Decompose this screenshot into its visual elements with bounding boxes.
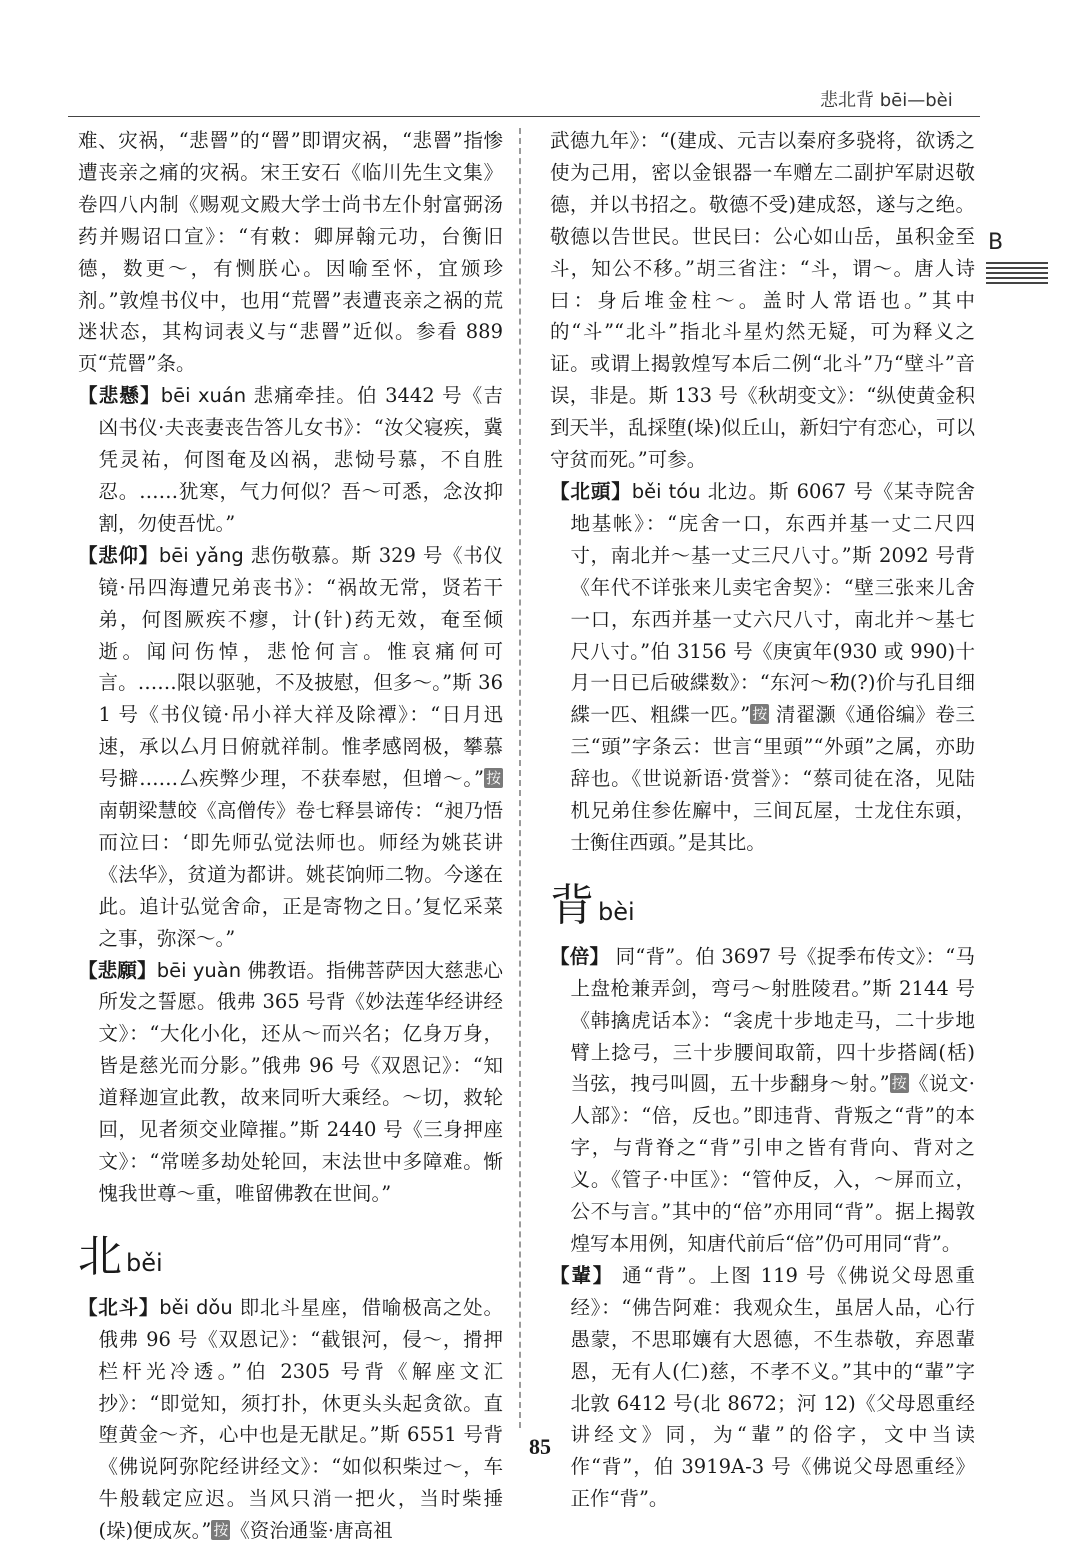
entry-text: 佛教语。指佛菩萨因大慈悲心所发之誓愿。俄弗 365 号背《妙法莲华经讲经文》：“大化小化，还从～而兴名；亿身万身，皆是慈光而分影。”俄弗 96 号《双恩记》：“知道释迦宣此教，故来同听大乘经。～切，救轮回，见者须交业障摧。”斯 2440 号《三身押座文》：“常嗟多劫处轮回，末法世中多障难。惭愧我世尊～重，唯留佛教在世间。” [98,958,503,1205]
entry-text: 北边。斯 6067 号《某寺院舍地基帐》：“庑舍一口，东西并基一丈二尺四寸，南北并～基一丈三尺八寸。”斯 2092 号背《年代不详张来儿卖宅舍契》：“壁三张来儿舍一口，东西并基一丈六尺八寸，南北并～基七尺八寸。”伯 3156 号《庚寅年(930 或 990)十月一日已后破緤数》：“东河～𥝢(?)价与孔目细緤一匹、粗緤一匹。” [570,479,975,727]
entry-text: 悲伤敬慕。斯 329 号《书仪镜·吊四海遭兄弟丧书》：“祸故无常，贤若干弟，何图厥疾不瘳，计(针)药无效，奄至倾逝。闻问伤悼，悲怆何言。惟哀痛何可言。……限以驱驰，不及披慰，但多～。”斯 361 号《书仪镜·吊小祥大祥及除禫》：“日月迅速，承以厶月日俯就祥制。惟孝感罔极，攀慕号擗……厶疾弊少理，不获奉慰，但增～。” [98,543,503,791]
pinyin: bēi xuán [160,384,247,408]
continued-paragraph: 难、灾祸，“悲罾”的“罾”即谓灾祸，“悲罾”指惨遭丧亲之痛的灾祸。宋王安石《临川先生文集》卷四八内制《赐观文殿大学士尚书左仆射富弼汤药并赐诏口宣》：“有敕：卿屏翰元功，台衡旧德，数更～，有恻朕心。因喻至怀，宜颁珍剂。”敦煌书仪中，也用“荒罾”表遭丧亲之祸的荒迷状态，其构词表义与“悲罾”近似。参看 889 页“荒罾”条。 [78,129,503,376]
headword: 【悲願】 [78,958,157,982]
entry-note-text: 南朝梁慧皎《高僧传》卷七释昙谛传：“昶乃悟而泣曰：‘即先师弘觉法师也。师经为姚苌讲《法华》，贫道为都讲。姚苌饷师二物。今遂在此。追计弘觉舍命，正是寄物之日。’复忆采菜之事，弥深～。” [98,799,503,950]
pinyin: bēi yuàn [156,958,242,982]
pinyin: bēi yǎng [158,543,244,567]
section-head-bei3 [78,1232,503,1282]
column-divider [519,128,521,1428]
entry-bei-yuan [78,955,503,1210]
headword: 【北頭】 [550,479,632,503]
pinyin: běi dǒu [159,1295,233,1319]
entry-bei-tou [550,476,975,859]
an-note-marker: 按 [891,1074,907,1093]
an-note-marker: 按 [752,705,768,724]
section-character: 北 [78,1230,122,1282]
entry-bei-yang [78,540,503,955]
thumb-index-letter: B [988,230,1004,255]
thumb-index-lines [986,262,1048,287]
running-head: 悲北背 bēi—bèi [820,90,953,111]
entry-text: 悲痛牵挂。伯 3442 号《吉凶书仪·夫丧妻丧告答儿女书》：“汝父寝疾，冀凭灵祐，何图奄及凶祸，悲恸号慕，不自胜忍。……犹寒，气力何似？吾～可悉，念汝抑割，勿使吾忧。” [98,384,503,535]
headword: 【倍】 [550,944,610,968]
right-column [550,125,975,1515]
pinyin: běi tóu [631,479,701,503]
entry-note-text: 清翟灏《通俗编》卷三三“頭”字条云：世言“里頭”“外頭”之属，亦助辞也。《世说新语·赏誉》：“蔡司徒在洛，见陆机兄弟住参佐廨中，三间瓦屋，士龙住东頭，士衡住西頭。”是其比。 [570,703,975,854]
entry-bei-xuan [78,380,503,540]
entry-text: 通“背”。上图 119 号《佛说父母恩重经》：“佛告阿难：我观众生，虽居人品，心行愚蒙，不思耶孃有大恩德，不生恭敬，弃恩輩恩，无有人(仁)慈，不孝不义。”其中的“輩”字北敦 6412 号(北 8672；河 12)《父母恩重经讲经文》同，为“輩”的俗字，文中当读作“背”，伯 3919A-3 号《佛说父母恩重经》正作“背”。 [570,1263,975,1511]
entry-bei-dou [78,1292,503,1547]
section-pinyin: běi [126,1248,163,1277]
an-note-marker: 按 [213,1521,229,1540]
continued-paragraph: 武德九年》：“(建成、元吉以秦府多骁将，欲诱之使为己用，密以金银器一车赠左二副护军尉迟敬德，并以书招之。敬德不受)建成怒，遂与之绝。敬德以告世民。世民曰：公心如山岳，虽积金至斗，知公不移。”胡三省注：“斗，谓～。唐人诗曰：身后堆金柱～。盖时人常语也。”其中的“斗”“北斗”指北斗星灼然无疑，可为释义之证。或谓上揭敦煌写本后二例“北斗”乃“壁斗”音误，非是。斯 133 号《秋胡变文》：“纵使黄金积到天半，乱採堕(垛)似丘山，新妇宁有恋心，可以守贫而死。”可参。 [550,129,975,472]
entry-bei-pei [550,941,975,1260]
entry-note-text: 《资治通鉴·唐高祖 [230,1519,393,1543]
section-head-bei4 [550,881,975,931]
headword: 【輩】 [550,1263,615,1287]
entry-note-text: 《说文·人部》：“倍，反也。”即违背、背叛之“背”的本字，与背脊之“背”引申之皆有背向、背对之义。《管子·中匡》：“管仲反，入，～屏而立，公不与言。”其中的“倍”亦用同“背”。据上揭敦煌写本用例，知唐代前后“倍”仍可用同“背”。 [570,1072,975,1255]
headword: 【悲懸】 [78,384,161,408]
headword: 【北斗】 [78,1295,160,1319]
entry-bei-bei [550,1260,975,1515]
left-column [78,125,503,1547]
entry-text: 即北斗星座，借喻极高之处。俄弗 96 号《双恩记》：“截银河，侵～，搰押栏杆光冷透。”伯 2305 号背《解座文汇抄》：“即觉知，须打扑，休更头头起贪欲。直堕黄金～齐，心中也是无猒足。”斯 6551 号背《佛说阿弥陀经讲经文》：“如似积柴过～，车牛般载定应迟。当风只消一把火，当时柴捶(垛)便成灰。” [98,1295,503,1543]
entry-text: 同“背”。伯 3697 号《捉季布传文》：“马上盘枪兼弄剑，弯弓～射胜陵君。”斯 2144 号《韩擒虎话本》：“衾虎十步地走马，二十步地臂上捻弓，三十步腰间取箭，四十步搭阔(栝)当弦，拽弓叫圆，五十步翻身～射。” [570,944,975,1096]
headword: 【悲仰】 [78,543,159,567]
header-rule [68,116,980,117]
an-note-marker: 按 [485,769,501,788]
section-pinyin: bèi [598,897,635,926]
page-number: 85 [529,1434,551,1459]
section-character: 背 [550,879,594,931]
